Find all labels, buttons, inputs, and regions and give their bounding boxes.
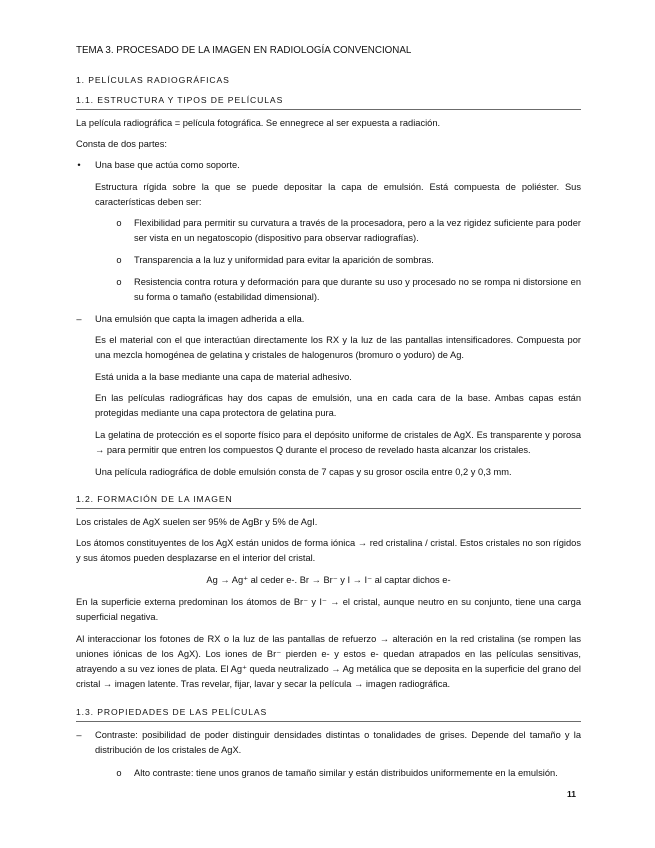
sub-bullet-marker: o	[116, 255, 122, 265]
section-heading-1-3: 1.3. PROPIEDADES DE LAS PELÍCULAS	[76, 707, 268, 717]
paragraph: La película radiográfica = película fotográfica. Se ennegrece al ser expuesta a radiación.	[76, 118, 441, 128]
paragraph: Al interaccionar los fotones de RX o la luz de las pantallas de refuerzo → alteración en la red cristalina (se rompen las uniones iónicas de los AgX). Los iones de Br⁻ pierden e- y estos e- quedan atrapados en las películas sensitivas, atrayendo a su vez iones de plata. El Ag⁺ queda neutralizado → Ag metálica que se deposita en la superficie del grano del cristal → imagen latente. Tras revelar, fijar, lavar y secar la película → imagen radiográfica.	[76, 634, 581, 689]
sub-list-item: Transparencia a la luz y uniformidad para evitar la aparición de sombras.	[134, 255, 434, 265]
dash-marker: –	[76, 314, 82, 324]
paragraph: En la superficie externa predominan los átomos de Br⁻ y I⁻ → el cristal, aunque neutro en su conjunto, tiene una carga superficial negativa.	[76, 597, 581, 622]
section-heading-1: 1. PELÍCULAS RADIOGRÁFICAS	[76, 75, 230, 85]
sub-list-item: Resistencia contra rotura y deformación para que durante su uso y procesado no se rompa ni distorsione en su forma o tamaño (estabilidad dimensional).	[134, 277, 581, 302]
page-number: 11	[567, 789, 576, 799]
paragraph: Los cristales de AgX suelen ser 95% de AgBr y 5% de AgI.	[76, 517, 318, 527]
list-item: Contraste: posibilidad de poder distinguir densidades distintas o tonalidades de grises. Depende del tamaño y la distribución de los cristales de AgX.	[95, 730, 581, 755]
section-heading-1-1: 1.1. ESTRUCTURA Y TIPOS DE PELÍCULAS	[76, 95, 284, 105]
sub-bullet-marker: o	[116, 277, 122, 287]
sub-bullet-marker: o	[116, 768, 122, 778]
paragraph: En las películas radiográficas hay dos capas de emulsión, una en cada cara de la base. Ambas capas están protegidas mediante una capa protectora de gelatina pura.	[95, 393, 581, 418]
dash-marker: –	[76, 730, 82, 740]
section-rule	[76, 721, 581, 722]
sub-bullet-marker: o	[116, 218, 122, 228]
paragraph: Está unida a la base mediante una capa de material adhesivo.	[95, 372, 352, 382]
paragraph: Estructura rígida sobre la que se puede depositar la capa de emulsión. Está compuesta de poliéster. Sus características deben ser:	[95, 182, 581, 207]
paragraph: La gelatina de protección es el soporte físico para el depósito uniforme de cristales de AgX. Es transparente y porosa → para permitir que entren los compuestos Q durante el proceso de revelado hasta alcanzar los cristales.	[95, 430, 581, 455]
sub-list-item: Alto contraste: tiene unos granos de tamaño similar y están distribuidos uniformemente en la emulsión.	[134, 768, 558, 778]
section-heading-1-2: 1.2. FORMACIÓN DE LA IMAGEN	[76, 494, 233, 504]
section-rule	[76, 508, 581, 509]
bullet-marker: •	[77, 160, 81, 170]
chemical-formula: Ag → Ag⁺ al ceder e-. Br → Br⁻ y I → I⁻ al captar dichos e-	[206, 575, 451, 585]
document-title: TEMA 3. PROCESADO DE LA IMAGEN EN RADIOLOGÍA CONVENCIONAL	[76, 45, 412, 56]
paragraph: Los átomos constituyentes de los AgX están unidos de forma iónica → red cristalina / cristal. Estos cristales no son rígidos y sus átomos pueden desplazarse en el interior del cristal.	[76, 538, 581, 563]
paragraph: Una película radiográfica de doble emulsión consta de 7 capas y su grosor oscila entre 0,2 y 0,3 mm.	[95, 467, 512, 477]
section-rule	[76, 109, 581, 110]
paragraph: Es el material con el que interactúan directamente los RX y la luz de las pantallas intensificadores. Compuesta por una mezcla homogénea de gelatina y cristales de halogenuros (bromuro o yoduro) de Ag.	[95, 335, 581, 360]
list-item: Una base que actúa como soporte.	[95, 160, 240, 170]
paragraph: Consta de dos partes:	[76, 139, 167, 149]
sub-list-item: Flexibilidad para permitir su curvatura a través de la procesadora, pero a la vez rigidez suficiente para poder ser vista en un negatoscopio (dispositivo para observar radiografías).	[134, 218, 581, 243]
list-item: Una emulsión que capta la imagen adherida a ella.	[95, 314, 305, 324]
